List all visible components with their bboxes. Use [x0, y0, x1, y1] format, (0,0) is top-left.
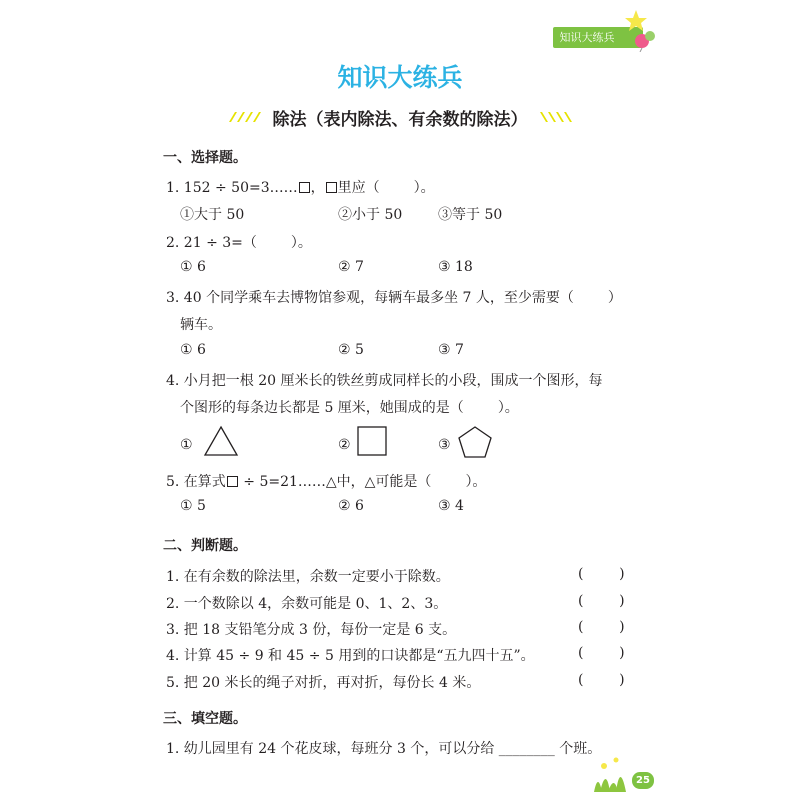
- triangle-icon: [203, 425, 239, 457]
- corner-tag-text: 知识大练兵: [559, 31, 615, 44]
- judge-item-1: 1. 在有余数的除法里，余数一定要小于除数。: [166, 569, 450, 585]
- q3-line1-end: ）: [607, 290, 622, 306]
- q5-option-1[interactable]: ① 5: [180, 498, 206, 514]
- judge-item-5: 5. 把 20 米长的绳子对折，再对折，每份长 4 米。: [166, 675, 481, 691]
- judge-item-3: 3. 把 18 支铅笔分成 3 份，每份一定是 6 支。: [166, 622, 457, 638]
- q2-option-2[interactable]: ② 7: [338, 259, 364, 275]
- question-5: [166, 471, 486, 491]
- judge-answer-2[interactable]: ( ): [578, 593, 625, 609]
- section-title: 除法（表内除法、有余数的除法）: [272, 109, 528, 130]
- q3-option-3[interactable]: ③ 7: [438, 342, 464, 358]
- leaf-decoration-icon: [225, 110, 261, 124]
- q5-option-2[interactable]: ② 6: [338, 498, 364, 514]
- question-1: [166, 177, 435, 197]
- q4-option-1[interactable]: ①: [180, 437, 193, 453]
- judge-answer-5[interactable]: ( ): [578, 672, 625, 688]
- q1-prefix: 1. 152 ÷ 50=3……: [166, 180, 298, 196]
- square-icon: [356, 425, 388, 457]
- leaf-decoration-icon: [540, 110, 576, 124]
- pentagon-icon: [457, 425, 493, 459]
- question-4-line-2: [180, 397, 519, 417]
- judge-item-4: 4. 计算 45 ÷ 9 和 45 ÷ 5 用到的口诀都是“五九四十五”。: [166, 648, 535, 664]
- question-4-line-1: 4. 小月把一根 20 厘米长的铁丝剪成同样长的小段，围成一个图形，每: [166, 373, 603, 389]
- page-title: 知识大练兵: [337, 63, 463, 92]
- part2-heading: 二、判断题。: [163, 538, 247, 554]
- question-2: [166, 232, 312, 252]
- q2-end: ）。: [290, 235, 312, 251]
- q5-prefix: 5. 在算式: [166, 474, 226, 490]
- q2-option-1[interactable]: ① 6: [180, 259, 206, 275]
- q3-option-1[interactable]: ① 6: [180, 342, 206, 358]
- judge-item-2: 2. 一个数除以 4，余数可能是 0、1、2、3。: [166, 596, 448, 612]
- question-3-line-2: 辆车。: [180, 317, 222, 333]
- q4-line2: 个图形的每条边长都是 5 厘米，她围成的是（: [180, 400, 464, 416]
- part1-heading: 一、选择题。: [163, 150, 247, 166]
- q1-option-2[interactable]: ②小于 50: [338, 207, 403, 223]
- q4-option-2[interactable]: ②: [338, 437, 351, 453]
- section-title-row: [0, 103, 800, 131]
- fill-item-1: 1. 幼儿园里有 24 个花皮球，每班分 3 个，可以分给 ________ 个班。: [166, 741, 602, 757]
- q5-option-3[interactable]: ③ 4: [438, 498, 464, 514]
- box-blank: [299, 182, 310, 193]
- q3-line1: 3. 40 个同学乘车去博物馆参观，每辆车最多坐 7 人，至少需要（: [166, 290, 574, 306]
- q3-option-2[interactable]: ② 5: [338, 342, 364, 358]
- q1-option-1[interactable]: ①大于 50: [180, 207, 245, 223]
- q2-text: 2. 21 ÷ 3=（: [166, 235, 257, 251]
- part3-heading: 三、填空题。: [163, 711, 247, 727]
- q4-option-3[interactable]: ③: [438, 437, 451, 453]
- q2-option-3[interactable]: ③ 18: [438, 259, 473, 275]
- question-3-line-1: [166, 287, 622, 307]
- star-balloon-icon: [620, 8, 664, 52]
- judge-answer-1[interactable]: ( ): [578, 566, 625, 582]
- q1-middle: ，: [310, 180, 325, 196]
- q4-line2-end: ）。: [497, 400, 519, 416]
- judge-answer-4[interactable]: ( ): [578, 645, 625, 661]
- q5-suffix: ÷ 5=21……△中，△可能是（: [238, 474, 432, 490]
- box-blank: [326, 182, 337, 193]
- page-number: 25: [632, 772, 654, 789]
- judge-answer-3[interactable]: ( ): [578, 619, 625, 635]
- q1-option-3[interactable]: ③等于 50: [438, 207, 503, 223]
- box-blank: [227, 476, 238, 487]
- q1-end: ）。: [413, 180, 435, 196]
- q1-suffix: 里应（: [337, 180, 380, 196]
- q5-end: ）。: [465, 474, 487, 490]
